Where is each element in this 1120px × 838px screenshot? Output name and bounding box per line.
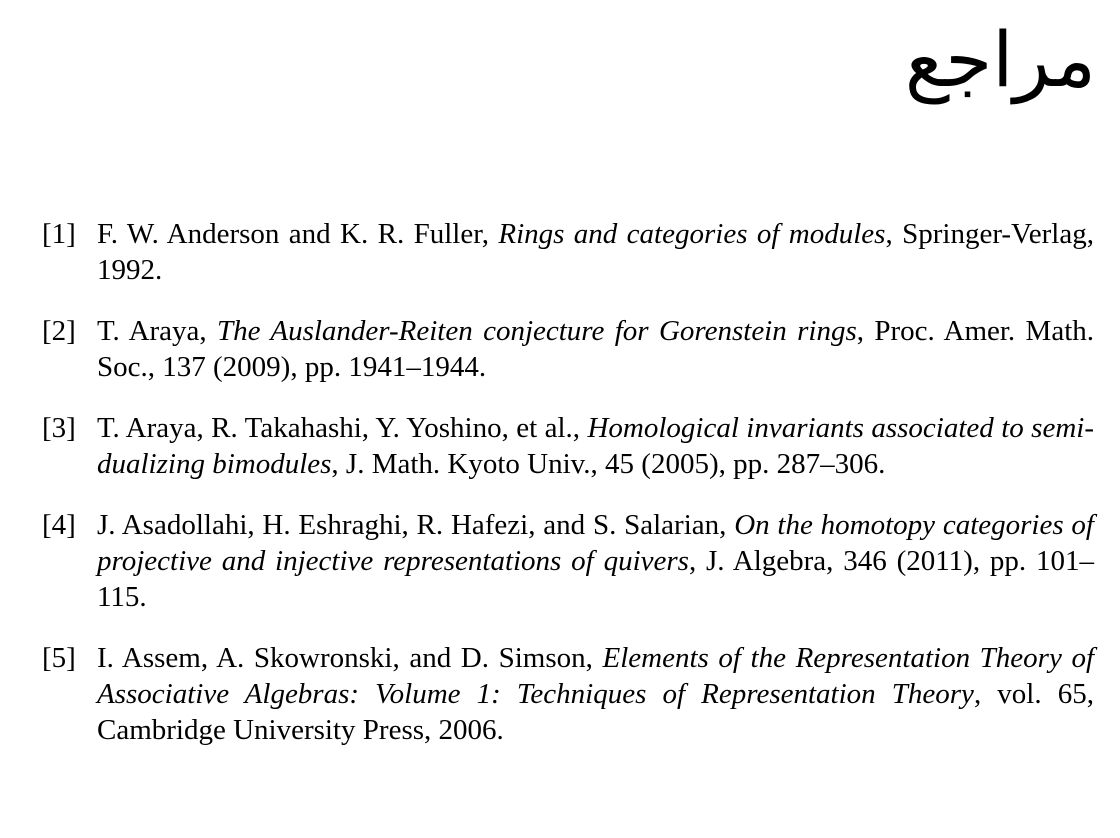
reference-details: , Springer-Verlag, 1992. — [97, 218, 1094, 286]
reference-number: [2] — [42, 315, 76, 347]
reference-item — [42, 313, 1094, 385]
reference-item — [42, 507, 1094, 615]
references-heading: مراجع — [904, 15, 1096, 104]
reference-details: , J. Algebra, 346 (2011), pp. 101–115. — [97, 545, 1094, 613]
reference-item — [42, 216, 1094, 288]
references-list — [42, 216, 1094, 773]
reference-title: Homological invariants associated to semi-dualizing bimodules — [97, 412, 1094, 480]
reference-title: On the homotopy categories of projective and injective representations of quivers — [97, 509, 1094, 577]
reference-authors: I. Assem, A. Skowronski, and D. Simson, — [97, 642, 603, 674]
reference-authors: T. Araya, R. Takahashi, Y. Yoshino, et al., — [97, 412, 588, 444]
reference-authors: F. W. Anderson and K. R. Fuller, — [97, 218, 499, 250]
reference-item — [42, 410, 1094, 482]
reference-number: [4] — [42, 509, 76, 541]
reference-details: , J. Math. Kyoto Univ., 45 (2005), pp. 287–306. — [331, 448, 886, 480]
reference-number: [5] — [42, 642, 76, 674]
reference-number: [3] — [42, 412, 76, 444]
reference-title: The Auslander-Reiten conjecture for Gorenstein rings — [217, 315, 857, 347]
reference-title: Rings and categories of modules — [498, 218, 886, 250]
reference-number: [1] — [42, 218, 76, 250]
reference-item — [42, 640, 1094, 748]
reference-authors: J. Asadollahi, H. Eshraghi, R. Hafezi, and S. Salarian, — [97, 509, 735, 541]
reference-details: , Proc. Amer. Math. Soc., 137 (2009), pp. 1941–1944. — [97, 315, 1095, 383]
reference-title: Elements of the Representation Theory of Associative Algebras: Volume 1: Techniques of Representation Theory — [97, 642, 1094, 710]
reference-details: , vol. 65, Cambridge University Press, 2006. — [97, 678, 1094, 746]
reference-authors: T. Araya, — [97, 315, 218, 347]
